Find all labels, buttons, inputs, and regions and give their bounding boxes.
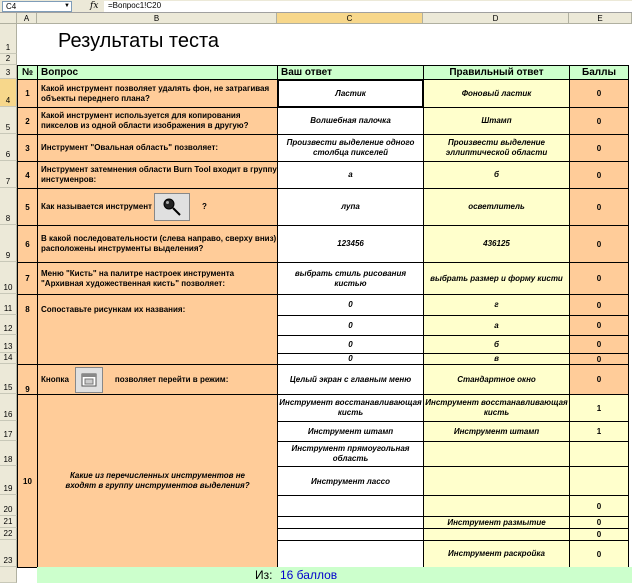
header-correct-answer: Правильный ответ: [423, 65, 570, 80]
score-cell: 0: [569, 495, 629, 517]
score-cell: 0: [569, 335, 629, 354]
correct-answer-cell: Инструмент штамп: [423, 421, 570, 442]
row-header[interactable]: 13: [0, 335, 17, 353]
score-cell: 0: [569, 161, 629, 189]
total-label: Из:: [255, 568, 273, 582]
score-cell: 0: [569, 262, 629, 295]
your-answer-cell[interactable]: 123456: [277, 225, 424, 263]
row-header[interactable]: 16: [0, 394, 17, 421]
correct-answer-cell: осветлитель: [423, 188, 570, 226]
question-text-part: Кнопка: [41, 374, 69, 384]
correct-answer-cell: а: [423, 315, 570, 336]
header-your-answer: Ваш ответ: [277, 65, 424, 80]
your-answer-cell[interactable]: 0: [277, 353, 424, 365]
col-header-b[interactable]: B: [37, 13, 277, 24]
chevron-down-icon[interactable]: ▼: [64, 3, 70, 9]
row-header[interactable]: 14: [0, 353, 17, 364]
question-text: Какой инструмент позволяет удалять фон, не затрагивая объекты переднего плана?: [37, 79, 278, 108]
question-number: 4: [17, 161, 38, 189]
score-cell: 0: [569, 364, 629, 395]
row-header[interactable]: 22: [0, 528, 17, 540]
question-number: 10: [17, 394, 38, 568]
question-number: 2: [17, 107, 38, 135]
score-cell: [569, 466, 629, 496]
score-cell: 0: [569, 294, 629, 316]
col-header-c[interactable]: C: [277, 13, 423, 24]
question-text: Инструмент "Овальная область" позволяет:: [37, 134, 278, 162]
header-question: Вопрос: [37, 65, 278, 80]
question-text: Инструмент затемнения области Burn Tool входит в группу инстуменров:: [37, 161, 278, 189]
question-text: Какие из перечисленных инструментов не входят в группу инструментов выделения?: [37, 394, 278, 568]
header-num: №: [17, 65, 38, 80]
magnifier-tool-icon: [154, 193, 190, 221]
select-all-corner[interactable]: [0, 13, 17, 24]
question-number: 6: [17, 225, 38, 263]
question-number: 1: [17, 79, 38, 108]
question-text: Сопоставьте рисункам их названия:: [37, 294, 278, 365]
row-header[interactable]: 19: [0, 466, 17, 495]
correct-answer-cell: Произвести выделение эллиптической области: [423, 134, 570, 162]
score-cell: 0: [569, 134, 629, 162]
row-header[interactable]: 18: [0, 441, 17, 466]
correct-answer-cell: г: [423, 294, 570, 316]
correct-answer-cell: Инструмент раскройка: [423, 540, 570, 568]
row-header[interactable]: 17: [0, 421, 17, 441]
score-cell: 1: [569, 421, 629, 442]
correct-answer-cell: [423, 495, 570, 517]
row-header[interactable]: 6: [0, 134, 17, 161]
correct-answer-cell: Фоновый ластик: [423, 79, 570, 108]
row-header[interactable]: 23: [0, 540, 17, 567]
your-answer-cell[interactable]: Целый экран с главным меню: [277, 364, 424, 395]
correct-answer-cell: Стандартное окно: [423, 364, 570, 395]
correct-answer-cell: Инструмент размытие: [423, 516, 570, 529]
score-cell: 0: [569, 225, 629, 263]
formula-bar: [0, 0, 632, 13]
correct-answer-cell: [423, 466, 570, 496]
col-header-d[interactable]: D: [423, 13, 569, 24]
your-answer-cell[interactable]: 0: [277, 335, 424, 354]
total-score: 16 баллов: [280, 568, 338, 582]
your-answer-cell[interactable]: Инструмент лассо: [277, 466, 424, 496]
correct-answer-cell: в: [423, 353, 570, 365]
your-answer-cell[interactable]: Произвести выделение одного столбца пикселей: [277, 134, 424, 162]
row-header[interactable]: 5: [0, 107, 17, 134]
correct-answer-cell: выбрать размер и форму кисти: [423, 262, 570, 295]
score-cell: 0: [569, 107, 629, 135]
score-cell: [569, 441, 629, 467]
row-header[interactable]: 3: [0, 65, 17, 79]
your-answer-cell[interactable]: выбрать стиль рисования кистью: [277, 262, 424, 295]
score-cell: 0: [569, 315, 629, 336]
row-header[interactable]: 2: [0, 54, 17, 65]
row-header[interactable]: 8: [0, 188, 17, 225]
name-box[interactable]: C4 ▼: [2, 1, 72, 12]
row-header[interactable]: 21: [0, 516, 17, 528]
row-header[interactable]: 4: [0, 79, 17, 107]
question-number: 5: [17, 188, 38, 226]
question-text-part: позволяет перейти в режим:: [114, 374, 229, 384]
question-text-part: ?: [201, 202, 207, 211]
row-header[interactable]: 12: [0, 315, 17, 335]
your-answer-cell[interactable]: 0: [277, 315, 424, 336]
score-cell: 1: [569, 394, 629, 422]
question-text: В какой последовательности (слева направо, сверху вниз) расположены инструменты выделения?: [37, 225, 278, 263]
header-score: Баллы: [569, 65, 629, 80]
correct-answer-cell: б: [423, 335, 570, 354]
your-answer-cell[interactable]: Инструмент штамп: [277, 421, 424, 442]
score-cell: 0: [569, 516, 629, 529]
question-number: 9: [17, 364, 38, 395]
col-header-e[interactable]: E: [569, 13, 632, 24]
formula-input[interactable]: =Вопрос1!C20: [104, 1, 632, 12]
row-header[interactable]: 10: [0, 262, 17, 294]
question-text: Меню "Кисть" на палитре настроек инструмента "Архивная художественная кисть" позволяет:: [37, 262, 278, 295]
row-header[interactable]: 15: [0, 364, 17, 394]
your-answer-cell[interactable]: а: [277, 161, 424, 189]
row-header[interactable]: 7: [0, 161, 17, 188]
correct-answer-cell: б: [423, 161, 570, 189]
score-cell: 0: [569, 540, 629, 568]
question-text: [37, 188, 278, 226]
question-text: Какой инструмент используется для копирования пикселов из одной области изображения в другую?: [37, 107, 278, 135]
question-number: 8: [17, 294, 38, 365]
your-answer-cell[interactable]: Ластик: [277, 79, 424, 108]
page-title: Результаты теста: [58, 30, 220, 52]
correct-answer-cell: 436125: [423, 225, 570, 263]
question-text: [37, 364, 278, 395]
your-answer-cell[interactable]: Инструмент прямоугольная область: [277, 441, 424, 467]
row-header[interactable]: 11: [0, 294, 17, 315]
your-answer-cell[interactable]: Инструмент восстанавливающая кисть: [277, 394, 424, 422]
question-number: 3: [17, 134, 38, 162]
your-answer-cell[interactable]: лупа: [277, 188, 424, 226]
score-cell: 0: [569, 353, 629, 365]
question-text-part: Как называется инструмент: [41, 202, 152, 211]
correct-answer-cell: Штамп: [423, 107, 570, 135]
fx-icon[interactable]: fx: [90, 1, 99, 11]
score-cell: 0: [569, 528, 629, 541]
question-number: 7: [17, 262, 38, 295]
your-answer-cell[interactable]: Волшебная палочка: [277, 107, 424, 135]
your-answer-cell[interactable]: [277, 540, 424, 568]
score-cell: 0: [569, 188, 629, 226]
row-header[interactable]: 9: [0, 225, 17, 262]
your-answer-cell[interactable]: [277, 495, 424, 517]
row-header[interactable]: [0, 567, 17, 583]
row-header[interactable]: 1: [0, 24, 17, 54]
score-cell: 0: [569, 79, 629, 108]
correct-answer-cell: [423, 441, 570, 467]
row-header[interactable]: 20: [0, 495, 17, 516]
correct-answer-cell: Инструмент восстанавливающая кисть: [423, 394, 570, 422]
screen-mode-button-icon: [75, 367, 103, 393]
col-header-a[interactable]: A: [17, 13, 37, 24]
your-answer-cell[interactable]: 0: [277, 294, 424, 316]
